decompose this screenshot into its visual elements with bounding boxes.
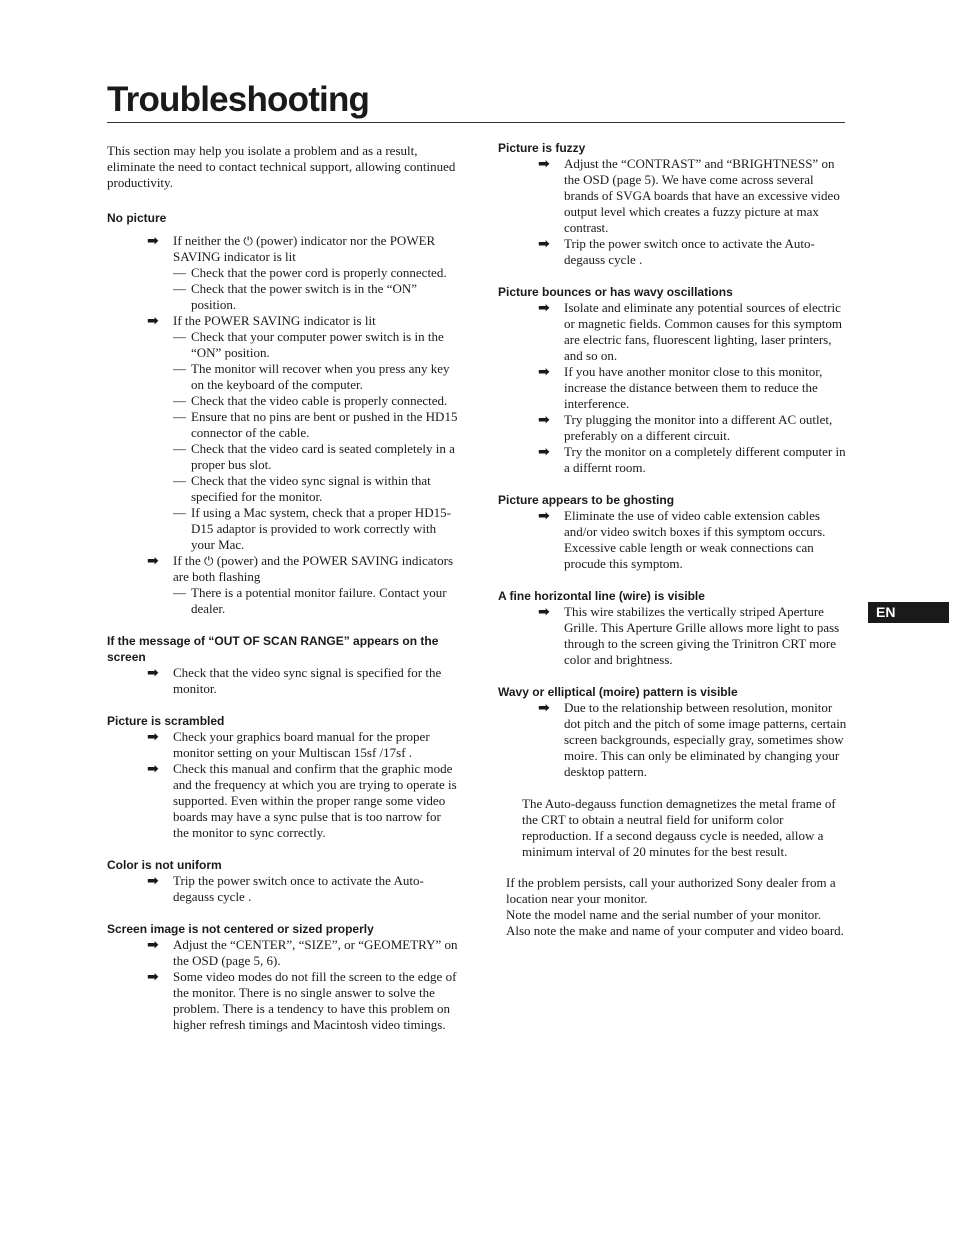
bullet-item	[498, 300, 848, 364]
right-arrow-icon: ➡	[147, 233, 159, 249]
right-arrow-icon: ➡	[538, 364, 550, 380]
language-tab-en: EN	[868, 602, 949, 623]
section-bounces	[498, 284, 848, 476]
bullet-item	[107, 761, 459, 841]
section-out-of-scan	[107, 633, 459, 697]
sub-item: — Check that the video card is seated completely in a proper bus slot.	[173, 441, 455, 472]
bullet-text: (power) and the POWER SAVING indicators are both flashing	[173, 553, 454, 584]
section-title: Picture is fuzzy	[498, 141, 586, 155]
bullet-text: If the	[173, 553, 201, 568]
bullet-text: Try plugging the monitor into a different AC outlet, preferably on a different circuit.	[564, 412, 833, 443]
section-title: Color is not uniform	[107, 858, 222, 872]
sub-item: — The monitor will recover when you press any key on the keyboard of the computer.	[173, 361, 450, 392]
sub-item: — Check that the video cable is properly connected.	[173, 393, 448, 408]
closing-line-2: Note the model name and the serial number of your monitor. Also note the make and name of your computer and video board.	[506, 907, 844, 938]
bullet-item	[107, 233, 459, 265]
right-arrow-icon: ➡	[147, 873, 159, 889]
bullet-text: (power) indicator nor the POWER SAVING indicator is lit	[173, 233, 436, 264]
right-arrow-icon: ➡	[538, 444, 550, 460]
right-arrow-icon: ➡	[538, 156, 550, 172]
right-arrow-icon: ➡	[538, 300, 550, 316]
right-arrow-icon: ➡	[147, 969, 159, 985]
right-arrow-icon: ➡	[538, 508, 550, 524]
bullet-text: If the POWER SAVING indicator is lit	[173, 313, 376, 328]
bullet-text: Some video modes do not fill the screen to the edge of the monitor. There is no single answer to solve the problem. There is a tendency to have this problem on higher refresh timings and Macintosh video timings.	[173, 969, 457, 1032]
bullet-item	[498, 156, 848, 236]
bullet-text: If you have another monitor close to this monitor, increase the distance between them to reduce the interference.	[564, 364, 823, 411]
right-arrow-icon: ➡	[147, 553, 159, 569]
right-arrow-icon: ➡	[147, 729, 159, 745]
left-column	[107, 140, 459, 1033]
section-centered	[107, 921, 459, 1033]
bullet-text: Trip the power switch once to activate the Auto-degauss cycle .	[564, 236, 815, 267]
section-title: Picture is scrambled	[107, 714, 225, 728]
section-fuzzy	[498, 140, 848, 268]
closing-note	[498, 875, 848, 939]
bullet-text: If neither the	[173, 233, 241, 248]
right-arrow-icon: ➡	[147, 313, 159, 329]
degauss-note: The Auto-degauss function demagnetizes the metal frame of the CRT to obtain a neutral field for uniform color reproduction. If a second degauss cycle is needed, allow a minimum interval of 20 minutes for the best result.	[522, 796, 836, 859]
sub-item: — Check that your computer power switch is in the “ON” position.	[173, 329, 444, 360]
power-icon: ⏻	[243, 234, 253, 248]
right-arrow-icon: ➡	[538, 604, 550, 620]
sub-item: — Check that the power cord is properly connected.	[173, 265, 447, 280]
bullet-item	[498, 236, 848, 268]
section-wire	[498, 588, 848, 668]
bullet-item	[498, 444, 848, 476]
right-arrow-icon: ➡	[147, 937, 159, 953]
title-divider	[107, 122, 845, 123]
closing-line-1: If the problem persists, call your authorized Sony dealer from a location near your monitor.	[506, 875, 836, 906]
right-arrow-icon: ➡	[538, 412, 550, 428]
power-icon: ⏻	[204, 554, 214, 568]
bullet-text: Trip the power switch once to activate the Auto-degauss cycle .	[173, 873, 424, 904]
sub-item: — Check that the power switch is in the “ON” position.	[173, 281, 417, 312]
bullet-item	[498, 700, 848, 780]
sub-item: — If using a Mac system, check that a proper HD15-D15 adaptor is provided to work correctly with your Mac.	[173, 505, 451, 552]
right-column	[498, 140, 848, 939]
sub-item: — Ensure that no pins are bent or pushed in the HD15 connector of the cable.	[173, 409, 458, 440]
bullet-text: Check this manual and confirm that the graphic mode and the frequency at which you are trying to operate is supported. Even within the proper range some video boards may have a sync pulse that is too narrow for the monitor to sync correctly.	[173, 761, 457, 840]
section-color	[107, 857, 459, 905]
sub-item: — There is a potential monitor failure. Contact your dealer.	[173, 585, 447, 616]
section-no-picture	[107, 210, 459, 617]
bullet-item	[107, 729, 459, 761]
section-ghosting	[498, 492, 848, 572]
right-arrow-icon: ➡	[538, 700, 550, 716]
bullet-item	[498, 604, 848, 668]
bullet-text: Adjust the “CONTRAST” and “BRIGHTNESS” on the OSD (page 5). We have come across several brands of SVGA boards that have an excessive video output level which creates a fuzzy picture at max contrast.	[564, 156, 840, 235]
bullet-text: Due to the relationship between resolution, monitor dot pitch and the pitch of some image patterns, certain screen backgrounds, especially gray, sometimes show moire. This can only be eliminated by changing your desktop pattern.	[564, 700, 847, 779]
bullet-text: Eliminate the use of video cable extension cables and/or video switch boxes if this symptom occurs. Excessive cable length or weak connections can procude this symptom.	[564, 508, 826, 571]
bullet-text: Try the monitor on a completely different computer in a differnt room.	[564, 444, 846, 475]
sub-item: — Check that the video sync signal is within that specified for the monitor.	[173, 473, 431, 504]
section-title: Picture appears to be ghosting	[498, 493, 675, 507]
bullet-item	[498, 508, 848, 572]
section-scrambled	[107, 713, 459, 841]
bullet-item	[107, 873, 459, 905]
section-moire	[498, 684, 848, 780]
bullet-item	[498, 412, 848, 444]
page-title: Troubleshooting	[107, 80, 370, 119]
section-title: Picture bounces or has wavy oscillations	[498, 285, 733, 299]
bullet-item	[107, 969, 459, 1033]
right-arrow-icon: ➡	[538, 236, 550, 252]
intro-paragraph: This section may help you isolate a problem and as a result, eliminate the need to contact technical support, allowing continued productivity.	[107, 143, 456, 190]
bullet-text: Check that the video sync signal is specified for the monitor.	[173, 665, 442, 696]
section-title: Screen image is not centered or sized properly	[107, 922, 374, 936]
bullet-item	[107, 937, 459, 969]
section-title: Wavy or elliptical (moire) pattern is visible	[498, 685, 738, 699]
bullet-item	[107, 553, 459, 585]
section-title: If the message of “OUT OF SCAN RANGE” appears on the screen	[107, 634, 439, 664]
section-title: A fine horizontal line (wire) is visible	[498, 589, 705, 603]
bullet-text: Adjust the “CENTER”, “SIZE”, or “GEOMETRY” on the OSD (page 5, 6).	[173, 937, 458, 968]
bullet-item	[107, 665, 459, 697]
bullet-text: Isolate and eliminate any potential sources of electric or magnetic fields. Common causes for this symptom are electric fans, fluorescent lighting, laser printers, and so on.	[564, 300, 843, 363]
right-arrow-icon: ➡	[147, 761, 159, 777]
section-title: No picture	[107, 211, 167, 225]
bullet-text: Check your graphics board manual for the proper monitor setting on your Multiscan 15sf /17sf .	[173, 729, 430, 760]
right-arrow-icon: ➡	[147, 665, 159, 681]
bullet-text: This wire stabilizes the vertically striped Aperture Grille. This Aperture Grille allows more light to pass through to the screen giving the Trinitron CRT more color and brightness.	[564, 604, 840, 667]
bullet-item	[107, 313, 459, 329]
bullet-item	[498, 364, 848, 412]
